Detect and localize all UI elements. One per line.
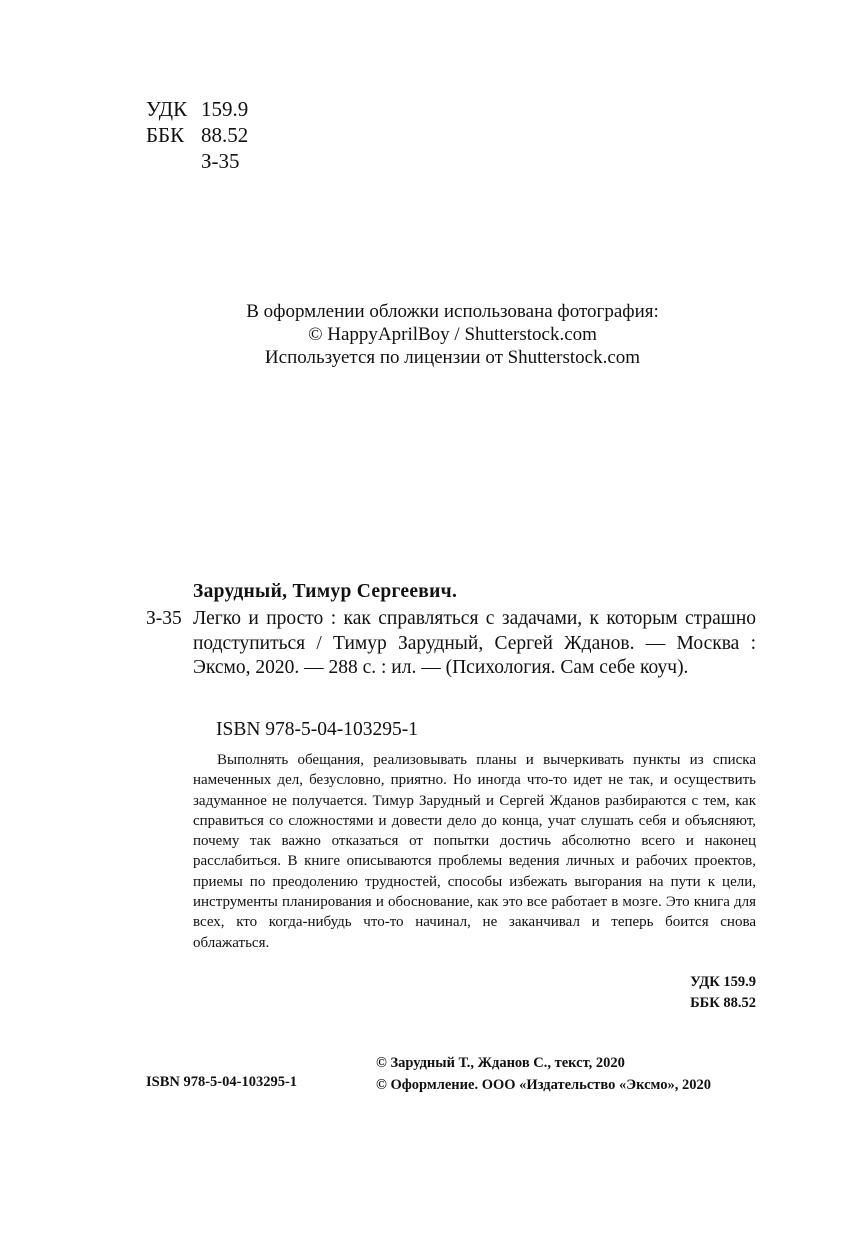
footer-isbn: ISBN 978-5-04-103295-1 xyxy=(146,1074,298,1090)
bbk-value: 88.52 xyxy=(201,123,249,147)
bbk-bottom: ББК 88.52 xyxy=(690,995,756,1011)
author-mark-line xyxy=(146,148,248,174)
cover-credit-line-2: © HappyAprilBoy / Shutterstock.com xyxy=(308,324,597,345)
classification-block xyxy=(146,96,248,174)
annotation-paragraph: Выполнять обещания, реализовывать планы и вычеркивать пункты из списка намеченных дел, безусловно, приятно. Но иногда что-то идет не так, и осуществить задуманное не получается. Тимур Зарудный и Сергей Жданов разбираются с тем, как справиться со сложностями и довести дело до конца, учат слушать себя и объясняют, почему так важно отказаться от попытки достичь абсолютно всего и наконец расслабиться. В книге описываются проблемы ведения личных и рабочих проектов, приемы по преодолению трудностей, способы избежать выгорания на пути к цели, инструменты планирования и обоснование, как это все работает в мозге. Это книга для всех, кто когда-нибудь что-то начинал, не заканчивал и теперь боится снова облажаться. xyxy=(193,752,756,951)
cover-credit xyxy=(146,300,759,369)
entry-description: Легко и просто : как справляться с задачами, к которым страшно подступиться / Тимур Зарудный, Сергей Жданов. — Москва : Эксмо, 2020. — 288 с. : ил. — (Психология. Сам себе коуч). xyxy=(193,608,756,678)
udk-value: 159.9 xyxy=(201,97,249,121)
copyright-text: © Зарудный Т., Жданов С., текст, 2020 xyxy=(376,1055,625,1071)
bbk-line xyxy=(146,122,248,148)
author-mark: З-35 xyxy=(201,149,240,173)
entry-code: З-35 xyxy=(146,608,182,629)
udk-label: УДК xyxy=(146,97,188,121)
isbn-main: ISBN 978-5-04-103295-1 xyxy=(216,719,419,740)
cover-credit-line-1: В оформлении обложки использована фотография: xyxy=(246,301,659,322)
author-heading: Зарудный, Тимур Сергеевич. xyxy=(193,581,458,602)
bbk-label: ББК xyxy=(146,123,185,147)
copyright-block xyxy=(376,1053,711,1096)
udk-bottom: УДК 159.9 xyxy=(690,974,756,990)
udk-line xyxy=(146,96,248,122)
classification-bottom xyxy=(690,972,756,1014)
cover-credit-line-3: Используется по лицензии от Shutterstock.com xyxy=(264,347,641,368)
copyright-design: © Оформление. ООО «Издательство «Эксмо», 2020 xyxy=(376,1076,711,1093)
